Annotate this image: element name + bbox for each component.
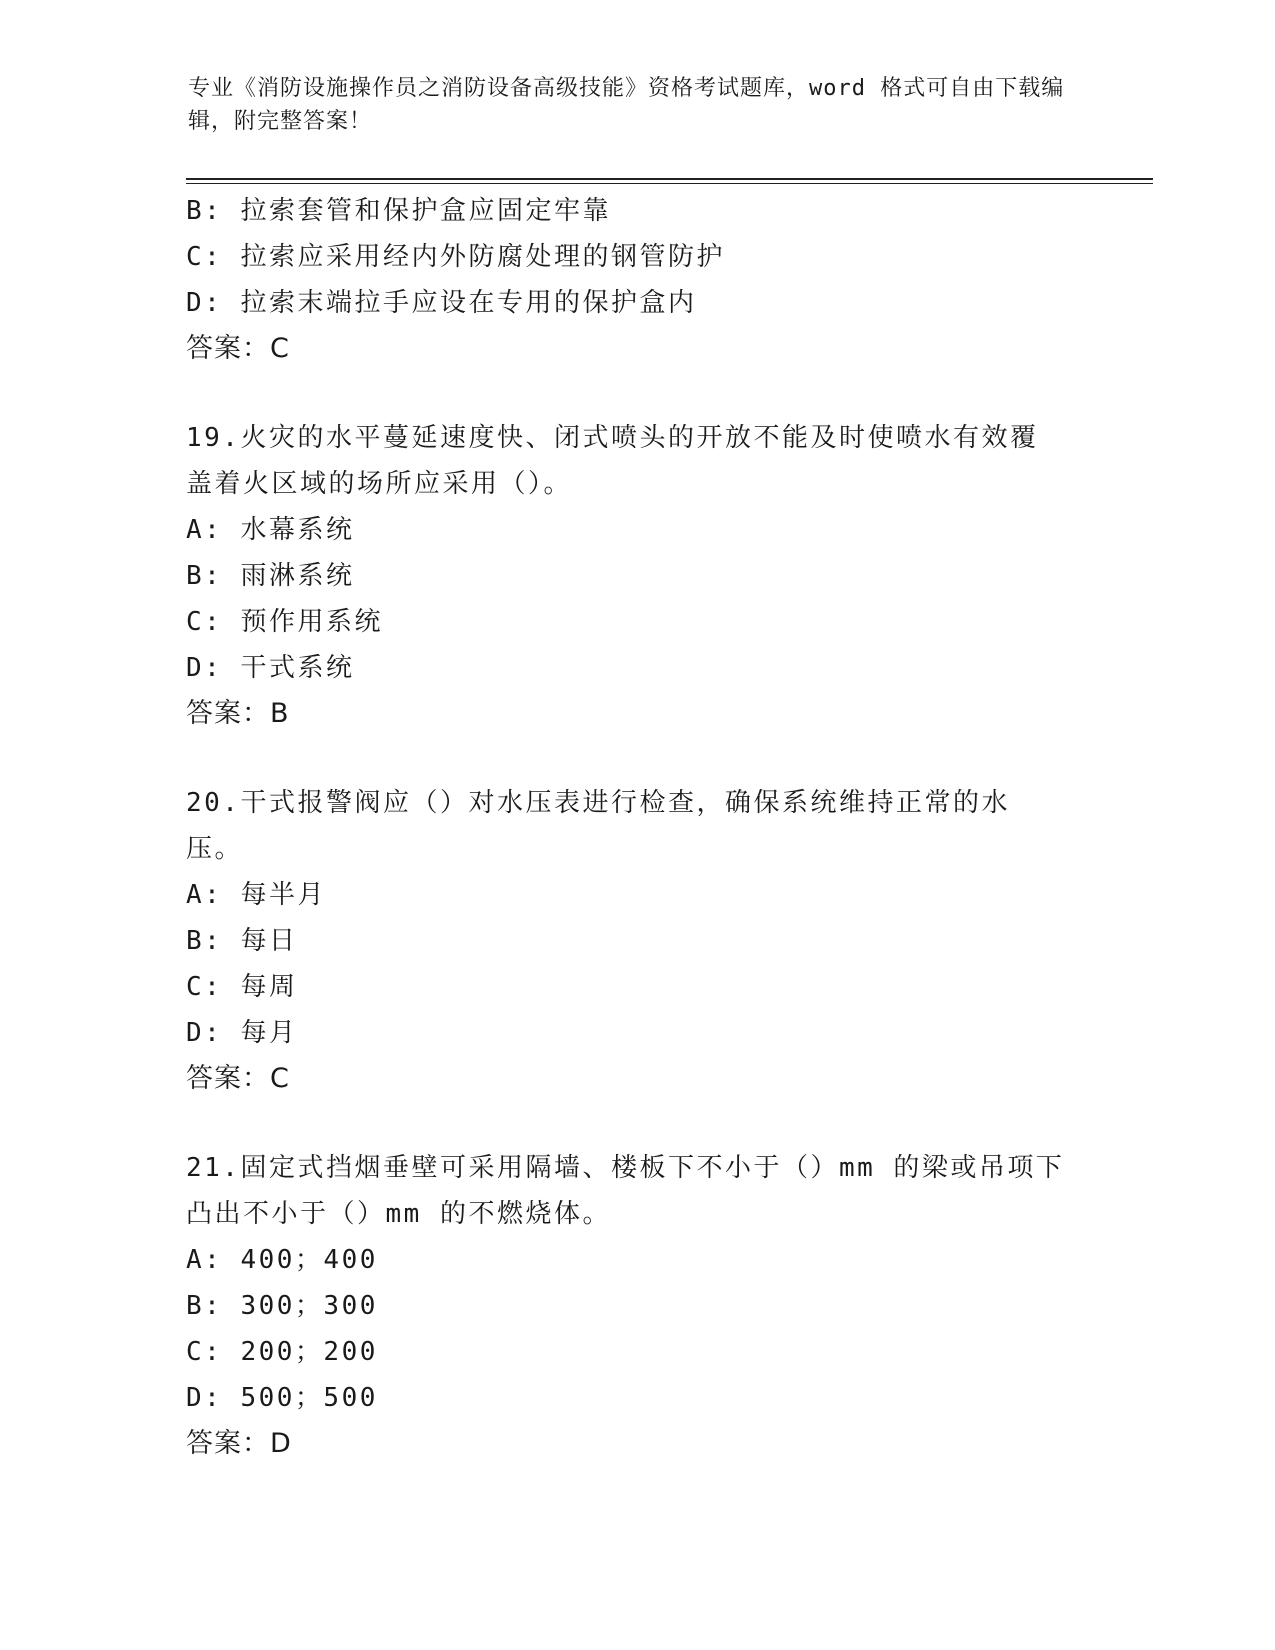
document-header: 专业《消防设施操作员之消防设备高级技能》资格考试题库，word 格式可自由下载编辑，附完整答案！ [188,76,1065,134]
spacer [186,737,1086,780]
answer-label: 答案：C [186,333,290,364]
option-c: C: 拉索应采用经内外防腐处理的钢管防护 [186,242,725,272]
option-d: D: 每月 [186,1018,298,1048]
option-c: C: 每周 [186,972,298,1002]
answer-label: 答案：B [186,698,290,729]
spacer [186,372,1086,415]
question-block-21 [186,1145,1086,1467]
option-a: A: 水幕系统 [186,515,355,545]
answer-label: 答案：C [186,1063,290,1094]
option-b: B: 拉索套管和保护盒应固定牢靠 [186,196,611,226]
answer-label: 答案：D [186,1428,292,1459]
question-block-18 [186,188,1086,372]
header-rule-thick [186,178,1153,180]
option-d: D: 干式系统 [186,653,355,683]
question-block-19 [186,415,1086,737]
question-title: 20.干式报警阀应（）对水压表进行检查，确保系统维持正常的水压。 [186,788,1010,864]
option-a: A: 400；400 [186,1245,378,1275]
option-b: B: 雨淋系统 [186,561,355,591]
question-title: 19.火灾的水平蔓延速度快、闭式喷头的开放不能及时使喷水有效覆盖着火区域的场所应采用（）。 [186,423,1039,499]
option-d: D: 500；500 [186,1383,378,1413]
header-rule-thin [186,183,1153,184]
spacer [186,1102,1086,1145]
question-block-20 [186,780,1086,1102]
question-title: 21.固定式挡烟垂壁可采用隔墙、楼板下不小于（）mm 的梁或吊项下凸出不小于（）mm 的不燃烧体。 [186,1153,1065,1229]
option-c: C: 预作用系统 [186,607,383,637]
question-list [186,188,1086,1467]
option-c: C: 200；200 [186,1337,378,1367]
option-b: B: 每日 [186,926,298,956]
option-b: B: 300；300 [186,1291,378,1321]
option-d: D: 拉索末端拉手应设在专用的保护盒内 [186,288,697,318]
option-a: A: 每半月 [186,880,326,910]
